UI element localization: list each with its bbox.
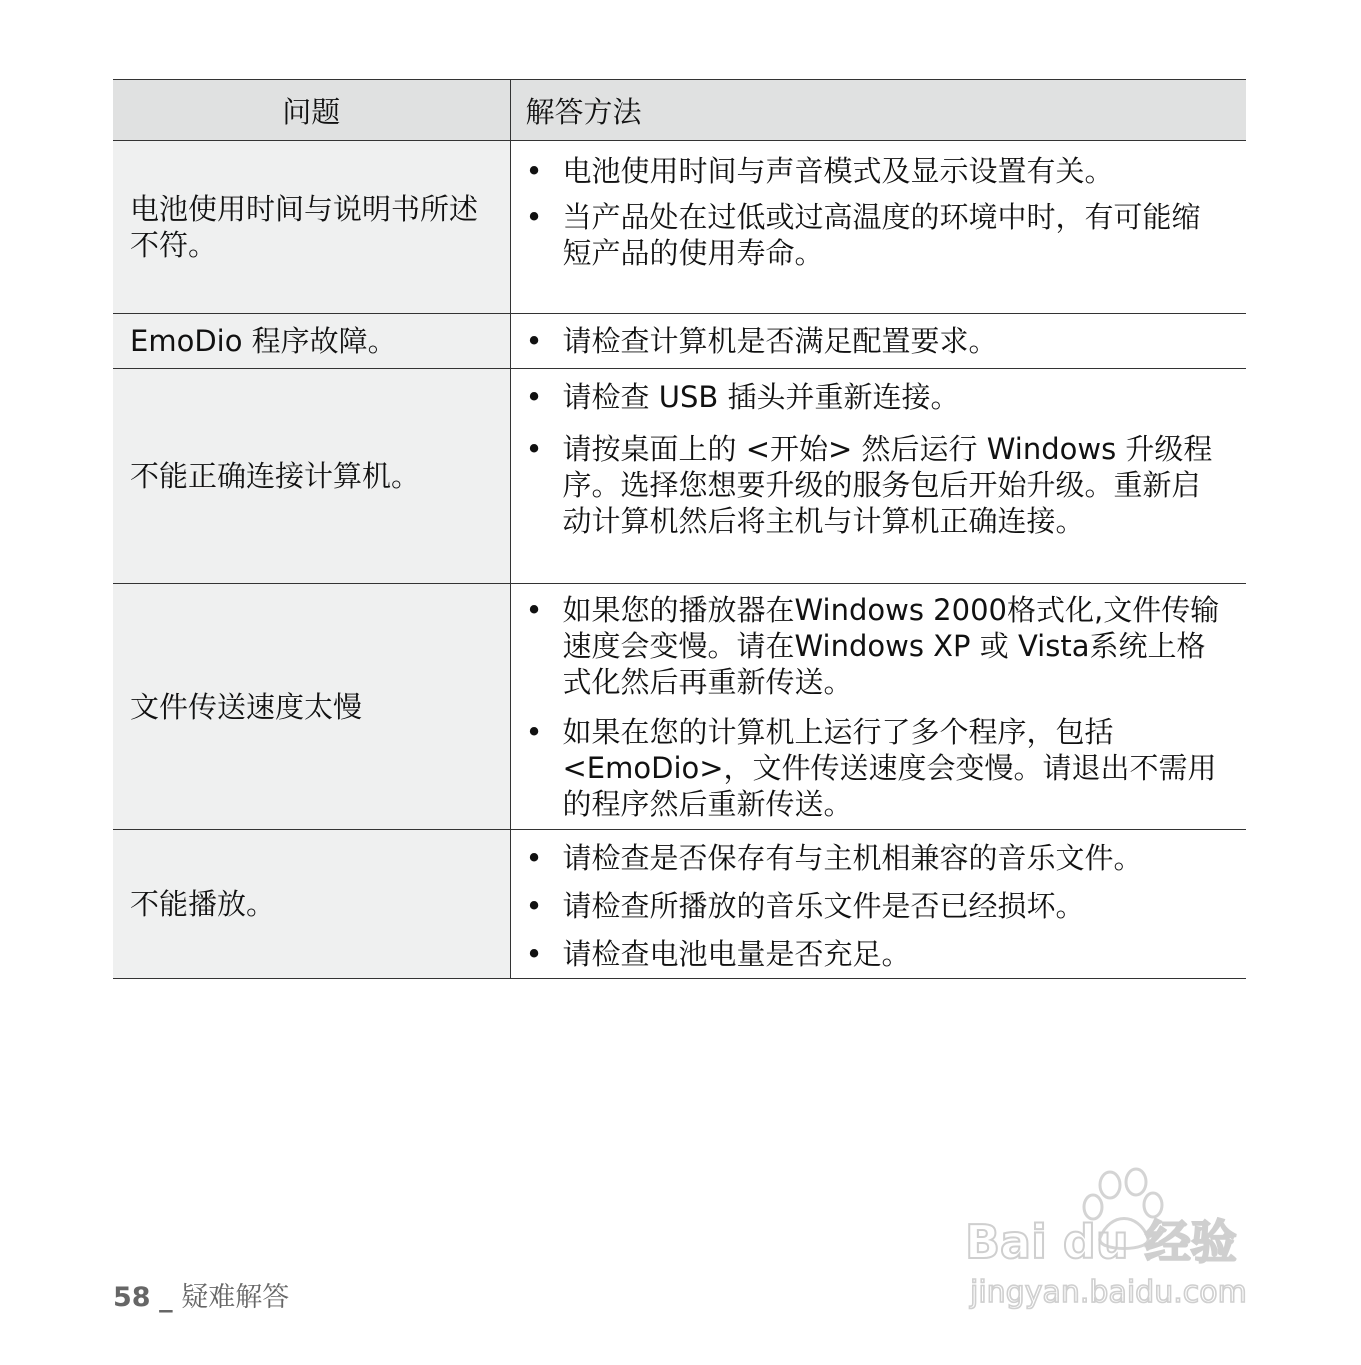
solution-list <box>511 369 1247 539</box>
solution-text: 请检查是否保存有与主机相兼容的音乐文件。 <box>562 841 1143 875</box>
bullet-icon: • <box>525 380 543 414</box>
solution-list <box>511 141 1247 271</box>
solution-text: 如果您的播放器在Windows 2000格式化,文件传输速度会变慢。请在Windows XP 或 Vista系统上格式化然后再重新传送。 <box>562 593 1220 699</box>
bullet-icon: • <box>525 715 543 749</box>
solution-text: 请检查所播放的音乐文件是否已经损坏。 <box>562 889 1085 923</box>
problem-cell: 不能播放。 <box>113 830 510 979</box>
solution-list <box>511 323 1247 359</box>
solution-list <box>511 830 1247 972</box>
solution-cell <box>510 314 1246 369</box>
header-solution: 解答方法 <box>510 80 1246 141</box>
table-row <box>113 314 1246 369</box>
problem-cell: 文件传送速度太慢 <box>113 584 510 830</box>
table-row <box>113 369 1246 584</box>
problem-cell: 电池使用时间与说明书所述不符。 <box>113 141 510 314</box>
section-title: 疑难解答 <box>181 1282 290 1313</box>
bullet-icon: • <box>525 200 543 234</box>
table-row <box>113 584 1246 830</box>
bullet-icon: • <box>525 937 543 971</box>
solution-text: 电池使用时间与声音模式及显示设置有关。 <box>562 154 1114 188</box>
solution-cell <box>510 584 1246 830</box>
solution-item <box>511 379 1229 415</box>
table-row <box>113 141 1246 314</box>
bullet-icon: • <box>525 324 543 358</box>
page-footer <box>113 1275 289 1314</box>
footer-separator: _ <box>159 1282 173 1313</box>
solution-cell <box>510 141 1246 314</box>
solution-text: 请检查计算机是否满足配置要求。 <box>562 324 998 358</box>
bullet-icon: • <box>525 593 543 627</box>
bullet-icon: • <box>525 432 543 466</box>
table-row <box>113 830 1246 979</box>
solution-item <box>511 199 1229 271</box>
solution-text: 请检查 USB 插头并重新连接。 <box>562 380 960 414</box>
solution-item <box>511 153 1229 189</box>
watermark-url: jingyan.baidu.com <box>970 1275 1247 1310</box>
watermark-brand: Bai du 经验 <box>965 1215 1237 1269</box>
problem-cell: EmoDio 程序故障。 <box>113 314 510 369</box>
problem-cell: 不能正确连接计算机。 <box>113 369 510 584</box>
solution-cell <box>510 830 1246 979</box>
header-problem: 问题 <box>113 80 510 141</box>
page-number: 58 <box>113 1282 151 1313</box>
bullet-icon: • <box>525 154 543 188</box>
solution-item <box>511 323 1229 359</box>
solution-text: 请检查电池电量是否充足。 <box>562 937 911 971</box>
solution-list <box>511 584 1247 822</box>
bullet-icon: • <box>525 841 543 875</box>
solution-item <box>511 840 1229 876</box>
solution-text: 当产品处在过低或过高温度的环境中时，有可能缩短产品的使用寿命。 <box>562 200 1201 270</box>
solution-item <box>511 431 1229 539</box>
solution-item <box>511 714 1229 822</box>
bullet-icon: • <box>525 889 543 923</box>
solution-item <box>511 888 1229 924</box>
solution-cell <box>510 369 1246 584</box>
baidu-jingyan-watermark <box>960 1160 1290 1320</box>
troubleshooting-table <box>113 79 1246 979</box>
solution-text: 请按桌面上的 <开始> 然后运行 Windows 升级程序。选择您想要升级的服务包后开始升级。重新启动计算机然后将主机与计算机正确连接。 <box>562 432 1213 538</box>
table-header-row <box>113 80 1246 141</box>
solution-item <box>511 936 1229 972</box>
solution-text: 如果在您的计算机上运行了多个程序，包括 <EmoDio>，文件传送速度会变慢。请退出不需用的程序然后重新传送。 <box>562 715 1217 821</box>
solution-item <box>511 592 1229 700</box>
